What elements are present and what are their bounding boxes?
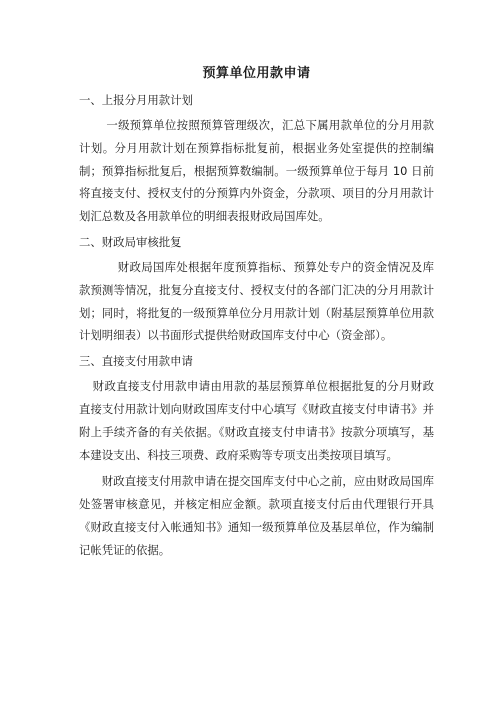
document-title: 预算单位用款申请 [202,66,311,81]
section-2 [79,232,434,347]
paragraph: 财政局国库处根据年度预算指标、预算处专户的资金情况及库款预测等情况，批复分直接支付、授权支付的各部门汇决的分月用款计划；同时，将批复的一级预算单位分月用款计划（附基层预算单位用款计划明细表）以书面形式提供给财政国库支付中心（资金部）。 [79,259,434,343]
paragraph: 一级预算单位按照预算管理级次，汇总下属用款单位的分月用款计划。分月用款计划在预算指标批复前，根据业务处室提供的控制编制；预算指标批复后，根据预算数编制。一级预算单位于每月 10 日前将直接支付、授权支付的分预算内外资金，分款项、项目的分月用款计划汇总数及各用款单位的明细表报财政局国库处。 [79,118,434,224]
section-heading: 一、上报分月用款计划 [79,93,193,107]
section-1 [79,90,434,228]
section-heading: 三、直接支付用款申请 [79,354,193,369]
paragraph: 财政直接支付用款申请在提交国库支付中心之前，应由财政局国库处签署审核意见，并核定相应金额。款项直接支付后由代理银行开具《财政直接支付入帐通知书》通知一级预算单位及基层单位，作为编制记帐凭证的依据。 [79,474,434,557]
section-3 [79,351,434,561]
section-heading: 二、财政局审核批复 [79,234,182,249]
paragraph: 财政直接支付用款申请由用款的基层预算单位根据批复的分月财政直接支付用款计划向财政国库支付中心填写《财政直接支付申请书》并附上手续齐备的有关依据。《财政直接支付申请书》按款分项填写，基本建设支出、科技三项费、政府采购等专项支出类按项目填写。 [79,379,434,462]
